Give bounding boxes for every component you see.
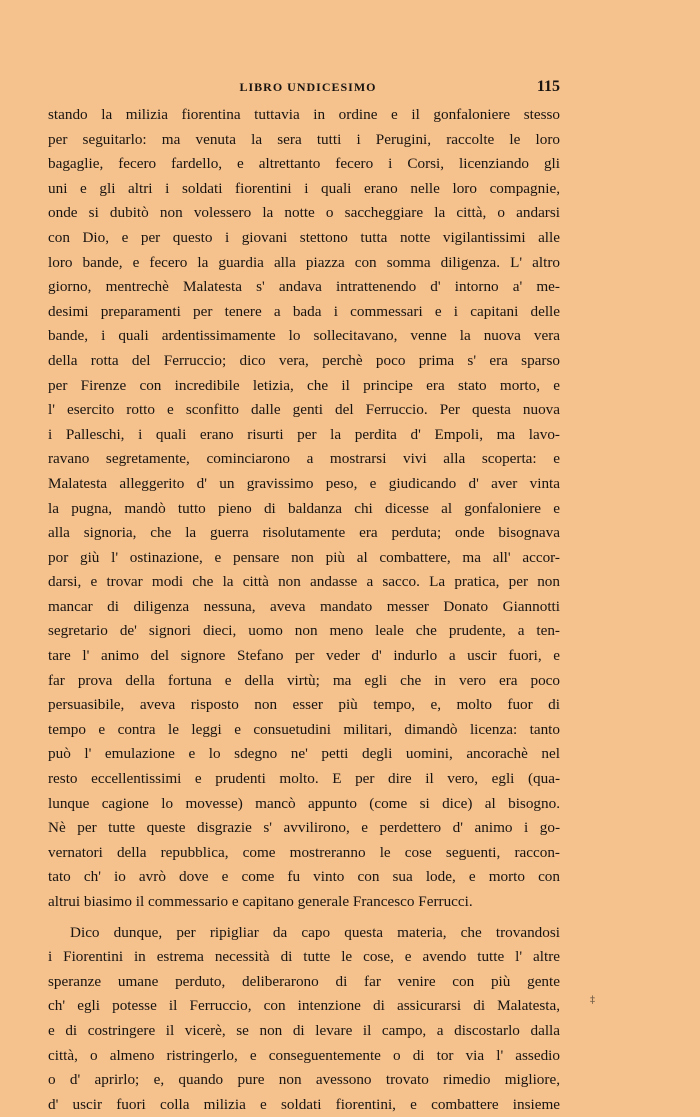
text-line: città, o almeno ristringerlo, e conseguentemente o di tor via l' assedio [48, 1046, 560, 1064]
text-line: i Palleschi, i quali erano risurti per la perdita d' Empoli, ma lavo- [48, 425, 560, 443]
text-line: uni e gli altri i soldati fiorentini i quali erano nelle loro compagnie, [48, 179, 560, 197]
text-line: ch' egli potesse il Ferruccio, con intenzione di assicurarsi di Malatesta, [48, 997, 560, 1015]
text-line: segretario de' signori dieci, uomo non meno leale che prudente, a ten- [48, 622, 560, 640]
text-line: tare l' animo del signore Stefano per veder d' indurlo a uscir fuori, e [48, 647, 560, 665]
text-line: o d' aprirlo; e, quando pure non avessono trovato rimedio migliore, [48, 1071, 560, 1089]
text-line: i Fiorentini in estrema necessità di tutte le cose, e avendo tutte l' altre [48, 948, 560, 966]
text-line: ravano segretamente, cominciarono a mostrarsi vivi alla scoperta: e [48, 450, 560, 468]
text-line: tempo e contra le leggi e consuetudini militari, dimandò licenza: tanto [48, 720, 560, 738]
ink-mark: ‡ [590, 995, 595, 1006]
text-line: per Firenze con incredibile letizia, che il principe era stato morto, e [48, 376, 560, 394]
text-line: della rotta del Ferruccio; dico vera, perchè poco prima s' era sparso [48, 351, 560, 369]
paragraph-2 [48, 921, 560, 1117]
text-line: la pugna, mandò tutto pieno di baldanza chi dicesse al gonfaloniere e [48, 499, 560, 517]
running-title: LIBRO UNDICESIMO [239, 80, 377, 94]
text-line: loro bande, e fecero la guardia alla piazza con somma diligenza. L' altro [48, 253, 560, 271]
text-line: darsi, e trovar modi che la città non andasse a sacco. La pratica, per non [48, 573, 560, 591]
text-line: con Dio, e per questo i giovani stettono tutta notte vigilantissimi alle [48, 228, 560, 246]
text-line: Malatesta alleggerito d' un gravissimo peso, e giudicando d' aver vinta [48, 474, 560, 492]
text-line: onde si dubitò non volessero la notte o saccheggiare la città, o andarsi [48, 204, 560, 222]
text-line: l' esercito rotto e sconfitto dalle genti del Ferruccio. Per questa nuova [48, 401, 560, 419]
page-number: 115 [536, 78, 560, 95]
text-line: vernatori della repubblica, come mostreranno le cose seguenti, raccon- [48, 843, 560, 861]
text-line: d' uscir fuori colla milizia e soldati fiorentini, e combattere insieme [48, 1095, 560, 1113]
text-line: tato ch' io avrò dove e come fu vinto con sua lode, e morto con [48, 868, 560, 886]
text-line: giorno, mentrechè Malatesta s' andava intrattenendo d' intorno a' me- [48, 278, 560, 296]
text-line: persuasibile, aveva risposto non esser più tempo, e, molto fuor di [48, 696, 560, 714]
text-line: far prova della fortuna e della virtù; ma egli che in vero era poco [48, 671, 560, 689]
paragraph-1 [48, 103, 560, 915]
text-line: desimi preparamenti per tenere a bada i commessari e i capitani delle [48, 302, 560, 320]
text-line: speranze umane perduto, deliberarono di far venire con più gente [48, 972, 560, 990]
text-line: mancar di diligenza nessuna, aveva mandato messer Donato Giannotti [48, 597, 560, 615]
text-line: altrui biasimo il commessario e capitano generale Francesco Ferrucci. [48, 893, 473, 910]
text-line: per seguitarlo: ma venuta la sera tutti i Perugini, raccolte le loro [48, 130, 560, 148]
text-line: lunque cagione lo movesse) mancò appunto (come si dice) al bisogno. [48, 794, 560, 812]
text-line: por giù l' ostinazione, e pensare non più al combattere, ma all' accor- [48, 548, 560, 566]
text-line: può l' emulazione e lo sdegno ne' petti degli uomini, ancorachè nel [48, 745, 560, 763]
text-line: stando la milizia fiorentina tuttavia in ordine e il gonfaloniere stesso [48, 106, 560, 123]
body-text [48, 103, 560, 1117]
text-line: Dico dunque, per ripigliar da capo questa materia, che trovandosi [70, 923, 560, 941]
text-line: bande, i quali ardentissimamente lo sollecitavano, venne la nuova vera [48, 327, 560, 345]
page-header [48, 78, 568, 98]
text-line: alla signoria, che la guerra risolutamente era perduta; onde bisognava [48, 524, 560, 542]
text-line: e di costringere il vicerè, se non di levare il campo, a discostarlo dalla [48, 1021, 560, 1039]
text-line: Nè per tutte queste disgrazie s' avvilirono, e perdettero d' animo i go- [48, 819, 560, 837]
text-line: bagaglie, fecero fardello, e altrettanto fecero i Corsi, licenziando gli [48, 155, 560, 173]
text-line: resto eccellentissimi e prudenti molto. E per dire il vero, egli (qua- [48, 770, 560, 788]
